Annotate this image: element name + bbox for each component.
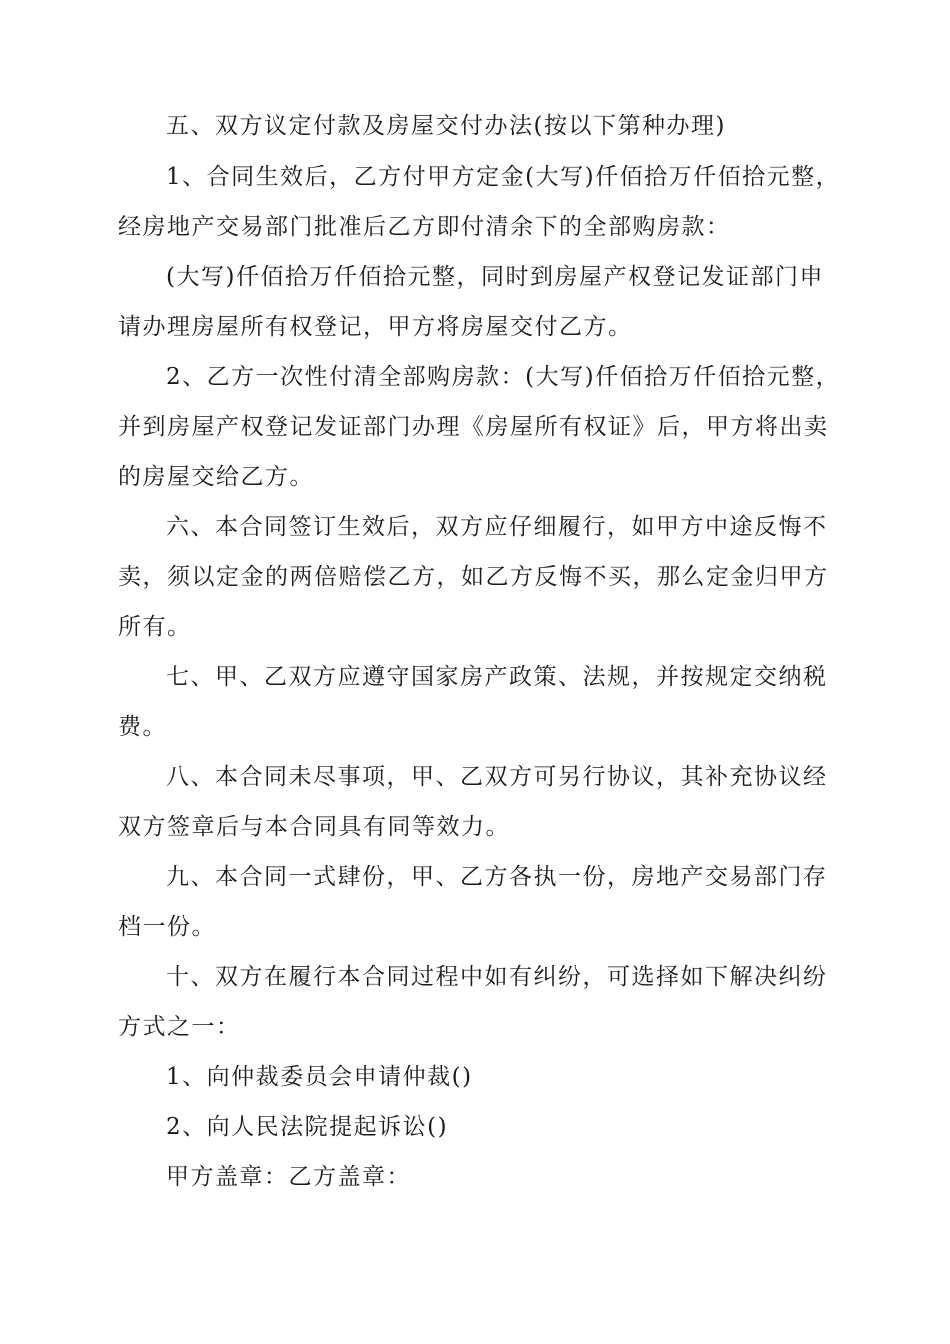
section-nine-line-2: 档一份。 [118, 914, 216, 940]
payment-option-2-line-3: 的房屋交给乙方。 [118, 464, 314, 490]
payment-option-1-line-3: (大写)仟佰拾万仟佰拾元整，同时到房屋产权登记发证部门申 [166, 264, 824, 290]
payment-option-2-line-1: 2、乙方一次性付清全部购房款：(大写)仟佰拾万仟佰拾元整， [166, 364, 841, 390]
dispute-option-litigation: 2、向人民法院提起诉讼() [166, 1114, 449, 1140]
section-seven-line-1: 七、甲、乙双方应遵守国家房产政策、法规，并按规定交纳税 [166, 664, 828, 690]
section-six-line-1: 六、本合同签订生效后，双方应仔细履行，如甲方中途反悔不 [166, 514, 828, 540]
dispute-option-arbitration: 1、向仲裁委员会申请仲裁() [166, 1064, 473, 1090]
section-six-line-3: 所有。 [118, 614, 192, 640]
payment-option-2-line-2: 并到房屋产权登记发证部门办理《房屋所有权证》后，甲方将出卖 [118, 414, 829, 440]
payment-option-1-line-2: 经房地产交易部门批准后乙方即付清余下的全部购房款： [118, 214, 731, 240]
payment-option-1-line-4: 请办理房屋所有权登记，甲方将房屋交付乙方。 [118, 314, 633, 340]
section-nine-line-1: 九、本合同一式肆份，甲、乙方各执一份，房地产交易部门存 [166, 864, 828, 890]
section-six-line-2: 卖，须以定金的两倍赔偿乙方，如乙方反悔不买，那么定金归甲方 [118, 564, 829, 590]
section-seven-line-2: 费。 [118, 714, 167, 740]
section-ten-line-1: 十、双方在履行本合同过程中如有纠纷，可选择如下解决纠纷 [166, 964, 828, 990]
section-eight-line-2: 双方签章后与本合同具有同等效力。 [118, 814, 510, 840]
section-five-heading: 五、双方议定付款及房屋交付办法(按以下第种办理) [166, 113, 726, 139]
section-eight-line-1: 八、本合同未尽事项，甲、乙双方可另行协议，其补充协议经 [166, 764, 828, 790]
signature-line: 甲方盖章：乙方盖章： [166, 1164, 411, 1190]
section-ten-line-2: 方式之一： [118, 1014, 241, 1040]
payment-option-1-line-1: 1、合同生效后，乙方付甲方定金(大写)仟佰拾万仟佰拾元整， [166, 164, 841, 190]
